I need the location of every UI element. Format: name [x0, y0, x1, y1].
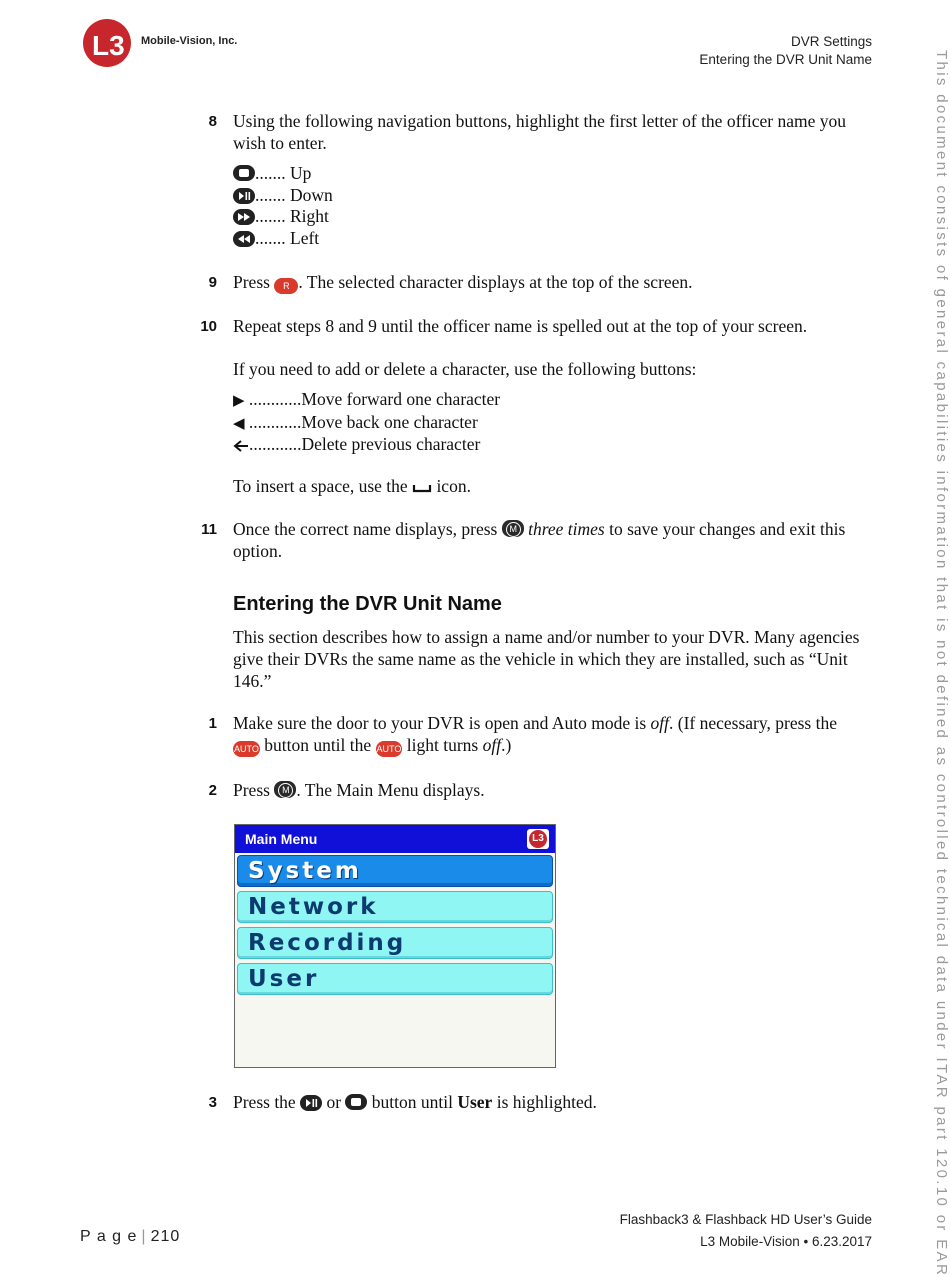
- unit-step-1: 1 Make sure the door to your DVR is open and Auto mode is off. (If necessary, press the AUTO button until the AUTO light turns off.): [233, 712, 865, 757]
- unit-step-2: 2 Press M . The Main Menu displays.: [233, 779, 865, 801]
- company-name: Mobile-Vision, Inc.: [141, 35, 238, 47]
- edit-button-list: [233, 389, 500, 456]
- menu-item-system[interactable]: System: [237, 855, 553, 887]
- back-arrow-icon: ◀: [233, 414, 245, 432]
- delete-arrow-icon: [233, 439, 249, 453]
- publication-info: L3 Mobile-Vision • 6.23.2017: [700, 1234, 872, 1249]
- play-pause-button-icon: [233, 188, 255, 204]
- record-button-icon: R: [274, 278, 298, 294]
- l3-logo: [80, 18, 136, 68]
- page-number: P a g e | 210: [80, 1228, 181, 1245]
- footer-info: [620, 1209, 872, 1253]
- auto-light-icon: AUTO: [376, 741, 403, 757]
- step-number: 8: [208, 113, 217, 130]
- header-section: DVR Settings: [790, 34, 872, 49]
- menu-item-user[interactable]: User: [237, 963, 553, 995]
- step-11: 11 Once the correct name displays, press M three times to save your changes and exit this option.: [233, 518, 865, 562]
- nav-button-list: [233, 163, 333, 249]
- fast-forward-button-icon: [233, 209, 255, 225]
- unit-step-3: 3 Press the or button until User is highlighted.: [233, 1091, 865, 1113]
- step-number: 2: [208, 782, 217, 799]
- step-number: 3: [208, 1094, 217, 1111]
- section-heading: Entering the DVR Unit Name: [233, 593, 502, 615]
- play-pause-button-icon: [300, 1095, 322, 1111]
- svg-text:L3: L3: [92, 30, 125, 61]
- l3-logo-small: L3: [527, 829, 549, 849]
- nav-up: ....... Up: [233, 163, 333, 185]
- step-8: [208, 110, 865, 154]
- forward-arrow-icon: ▶: [233, 392, 245, 409]
- export-notice: This document consists of general capabilities information that is not defined as controlled technical data under ITAR part 120.10 or EAR: [933, 50, 950, 1277]
- edit-back: ◀ ............Move back one character: [233, 411, 478, 432]
- menu-item-network[interactable]: Network: [237, 891, 553, 923]
- step-9: 9 Press R . The selected character displays at the top of the screen.: [233, 271, 865, 294]
- menu-title-bar: Main Menu L3: [235, 825, 555, 853]
- space-icon: [412, 481, 432, 495]
- nav-right: ....... Right: [233, 206, 333, 228]
- guide-title: Flashback3 & Flashback HD User’s Guide: [619, 1212, 872, 1227]
- square-button-icon: [345, 1094, 367, 1110]
- step-number: 1: [208, 715, 217, 732]
- edit-delete: ............Delete previous character: [233, 434, 500, 456]
- menu-button-icon: M: [502, 520, 524, 537]
- step-10: 10 Repeat steps 8 and 9 until the officer name is spelled out at the top of your screen.: [233, 315, 865, 337]
- nav-down: ....... Down: [233, 185, 333, 207]
- space-tip: To insert a space, use the icon.: [233, 476, 471, 496]
- step-text: Using the following navigation buttons, highlight the first letter of the officer name you wish to enter.: [233, 111, 847, 153]
- main-menu-screenshot: [234, 824, 556, 1068]
- step-number: 11: [201, 521, 217, 538]
- running-header: [699, 33, 872, 69]
- menu-button-icon: M: [274, 781, 296, 798]
- step-number: 9: [208, 274, 217, 291]
- section-intro: This section describes how to assign a name and/or number to your DVR. Many agencies give their DVRs the same name as the vehicle in which they are installed, such as “Unit 146.”: [233, 627, 860, 691]
- rewind-button-icon: [233, 231, 255, 247]
- menu-item-recording[interactable]: Recording: [237, 927, 553, 959]
- auto-button-icon: AUTO: [233, 741, 260, 757]
- header-subsection: Entering the DVR Unit Name: [699, 52, 872, 67]
- edit-intro: If you need to add or delete a character, use the following buttons:: [233, 359, 697, 379]
- nav-left: ....... Left: [233, 228, 333, 250]
- square-button-icon: [233, 165, 255, 181]
- step-number: 10: [200, 318, 217, 335]
- edit-forward: ▶ ............Move forward one character: [233, 389, 501, 409]
